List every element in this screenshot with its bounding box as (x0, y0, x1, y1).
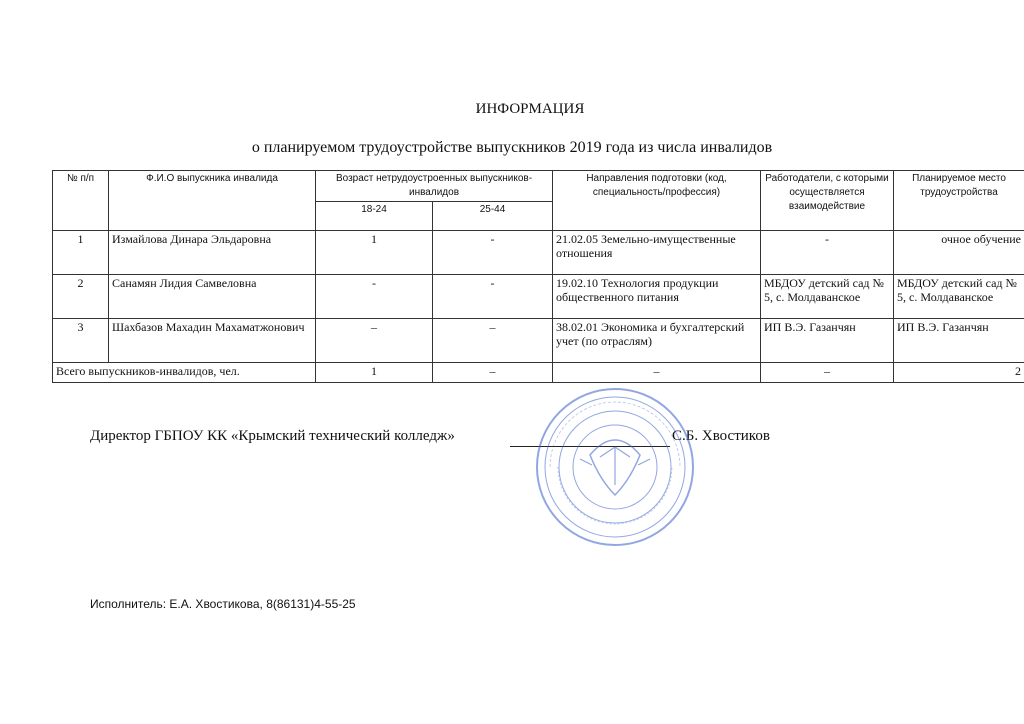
cell-age1: – (316, 319, 433, 363)
official-stamp-icon (530, 385, 700, 550)
cell-place: ИП В.Э. Газанчян (894, 319, 1024, 363)
cell-direction: 38.02.01 Экономика и бухгалтерский учет (по отраслям) (553, 319, 761, 363)
director-name: С.Б. Хвостиков (672, 428, 770, 444)
table-row (53, 319, 1024, 363)
table-row (53, 275, 1024, 319)
total-age1: 1 (316, 363, 433, 383)
header-direction: Направления подготовки (код, специальность/профессия) (553, 171, 761, 231)
total-direction: – (553, 363, 761, 383)
cell-employer: ИП В.Э. Газанчян (761, 319, 894, 363)
cell-name: Шахбазов Махадин Махаматжонович (109, 319, 316, 363)
cell-age1: - (316, 275, 433, 319)
cell-name: Санамян Лидия Самвеловна (109, 275, 316, 319)
total-label: Всего выпускников-инвалидов, чел. (53, 363, 316, 383)
cell-place: МБДОУ детский сад № 5, с. Молдаванское (894, 275, 1024, 319)
total-place: 2 (894, 363, 1024, 383)
cell-age2: - (433, 231, 553, 275)
cell-num: 3 (53, 319, 109, 363)
director-position: Директор ГБПОУ КК «Крымский технический колледж» (90, 428, 455, 444)
cell-direction: 19.02.10 Технология продукции общественного питания (553, 275, 761, 319)
cell-employer: МБДОУ детский сад № 5, с. Молдаванское (761, 275, 894, 319)
cell-place: очное обучение (894, 231, 1024, 275)
header-age-group: Возраст нетрудоустроенных выпускников-инвалидов (316, 171, 553, 202)
header-age-18-24: 18-24 (316, 202, 433, 231)
header-num: № п/п (53, 171, 109, 231)
cell-age2: - (433, 275, 553, 319)
header-age-25-44: 25-44 (433, 202, 553, 231)
table-row (53, 231, 1024, 275)
cell-age2: – (433, 319, 553, 363)
table-total-row (53, 363, 1024, 383)
cell-direction: 21.02.05 Земельно-имущественные отношения (553, 231, 761, 275)
table-header-row (53, 171, 1024, 202)
cell-employer: - (761, 231, 894, 275)
cell-name: Измайлова Динара Эльдаровна (109, 231, 316, 275)
employment-table (52, 170, 1024, 383)
total-employer: – (761, 363, 894, 383)
document-subtitle: о планируемом трудоустройстве выпускников 2019 года из числа инвалидов (251, 139, 773, 156)
cell-age1: 1 (316, 231, 433, 275)
executor-info: Исполнитель: Е.А. Хвостикова, 8(86131)4-55-25 (90, 597, 356, 611)
cell-num: 2 (53, 275, 109, 319)
header-employers: Работодатели, с которыми осуществляется взаимодействие (761, 171, 894, 231)
header-place: Планируемое место трудоустройства (894, 171, 1024, 231)
total-age2: – (433, 363, 553, 383)
cell-num: 1 (53, 231, 109, 275)
header-name: Ф.И.О выпускника инвалида (109, 171, 316, 231)
document-title: ИНФОРМАЦИЯ (475, 101, 585, 117)
